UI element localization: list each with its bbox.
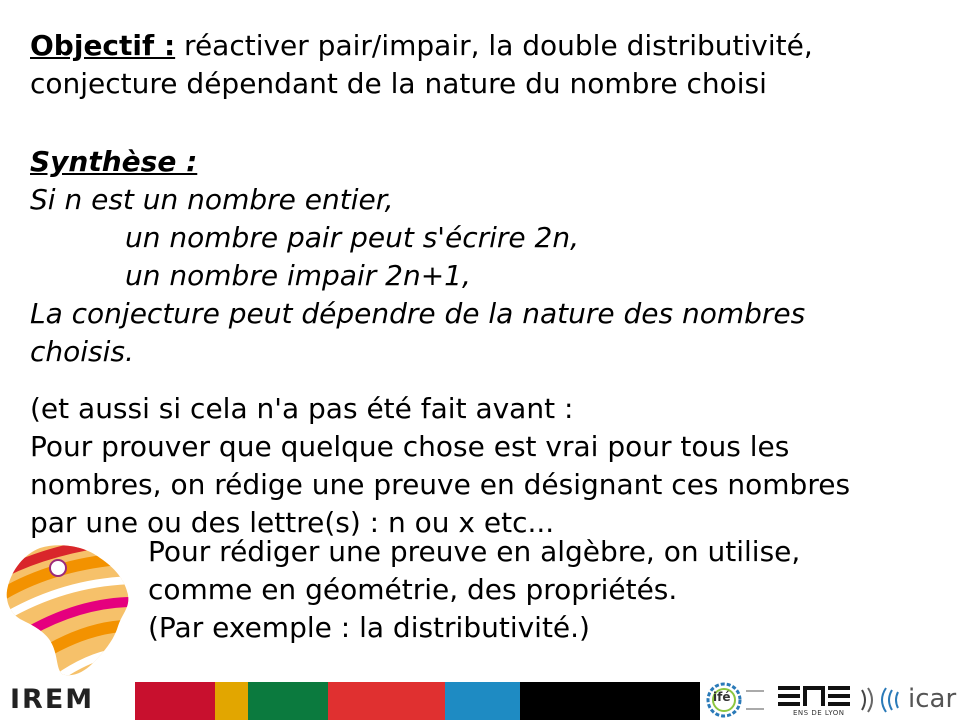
extra-line: (et aussi si cela n'a pas été fait avant : <box>30 392 574 425</box>
objective-block <box>30 27 813 103</box>
footer-stripe-red <box>135 682 215 720</box>
synthesis-line: Si n est un nombre entier, <box>30 183 394 216</box>
objective-line-1: Objectif : réactiver pair/impair, la double distributivité, <box>30 29 813 62</box>
footer-stripe-yellow <box>215 682 248 720</box>
irem-logo-text: IREM <box>10 684 95 715</box>
synthesis-line: La conjecture peut dépendre de la nature des nombres <box>30 297 806 330</box>
irem-africa-logo-icon <box>0 540 135 680</box>
extra-indented-block <box>148 533 800 647</box>
extra-indented-line: comme en géométrie, des propriétés. <box>148 573 678 606</box>
synthesis-line: un nombre impair 2n+1, <box>125 259 471 292</box>
footer-stripe-blue <box>445 682 520 720</box>
extra-block <box>30 390 850 542</box>
extra-indented-line: Pour rédiger une preuve en algèbre, on utilise, <box>148 535 801 568</box>
icar-logo-text: icar <box>908 684 957 714</box>
ens-logo-icon <box>778 686 850 706</box>
ens-logo-text: ENS DE LYON <box>793 709 845 717</box>
icar-waves-icon <box>858 686 906 714</box>
ife-logo-text: ifé <box>713 690 731 704</box>
footer-bar <box>0 680 960 720</box>
partner-logos <box>700 680 960 720</box>
footer-stripe-red-2 <box>328 682 445 720</box>
synthesis-line: un nombre pair peut s'écrire 2n, <box>125 221 580 254</box>
irem-logo <box>0 680 135 720</box>
synthesis-line: choisis. <box>30 335 134 368</box>
ife-lines <box>746 690 764 710</box>
objective-line-2: conjecture dépendant de la nature du nombre choisi <box>30 67 767 100</box>
extra-line: nombres, on rédige une preuve en désignant ces nombres <box>30 468 851 501</box>
extra-line: par une ou des lettre(s) : n ou x etc... <box>30 506 555 539</box>
objective-label: Objectif : <box>30 29 176 62</box>
footer-stripe-green <box>248 682 328 720</box>
extra-line: Pour prouver que quelque chose est vrai pour tous les <box>30 430 790 463</box>
synthesis-block <box>30 143 805 371</box>
synthesis-label: Synthèse : <box>30 145 198 178</box>
footer-stripe-black <box>520 682 700 720</box>
extra-indented-line: (Par exemple : la distributivité.) <box>148 611 590 644</box>
